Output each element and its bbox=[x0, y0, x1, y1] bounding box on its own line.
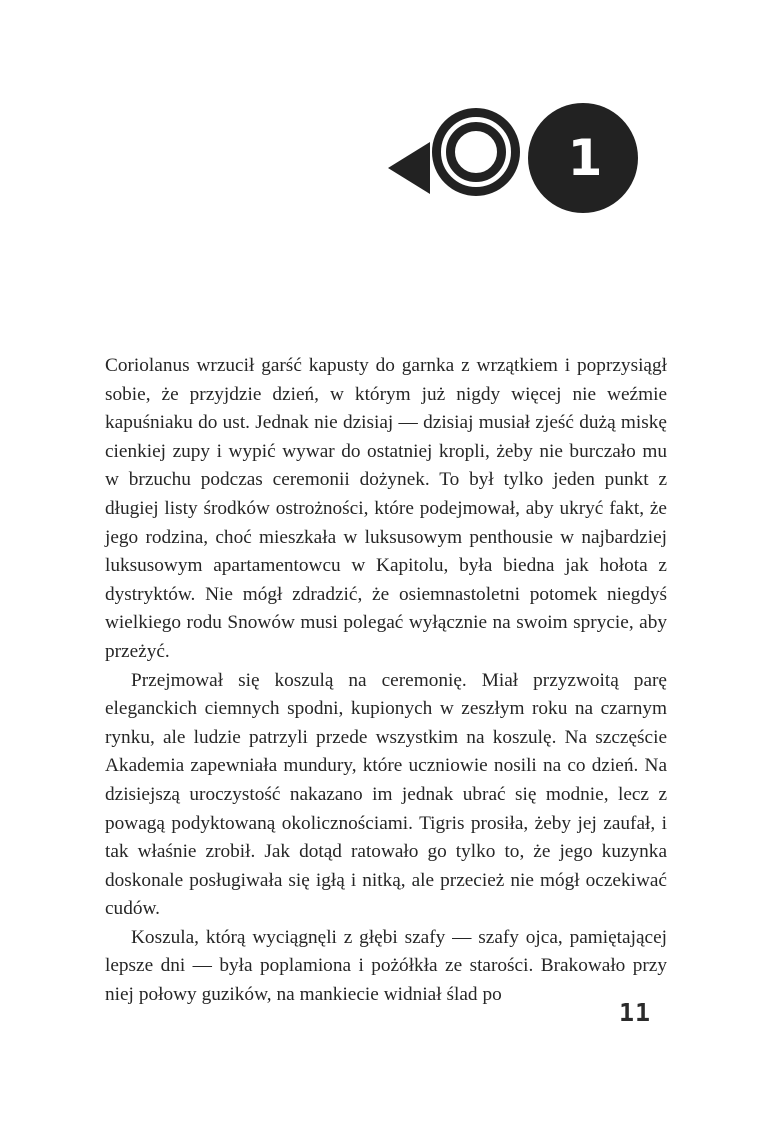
body-paragraph: Koszula, którą wyciągnęli z głębi szafy — szafy ojca, pamiętającej lepsze dni — była poplamiona i pożółkła ze starości. Brakowało przy niej połowy guzików, na mankiecie widniał ślad po bbox=[105, 926, 667, 1006]
chapter-ornament bbox=[380, 100, 660, 230]
concentric-ring-inner-icon bbox=[446, 122, 506, 182]
chapter-number: 1 bbox=[567, 129, 603, 187]
left-pointing-triangle-icon bbox=[388, 142, 430, 194]
body-paragraph: Przejmował się koszulą na ceremonię. Miał przyzwoitą parę eleganckich ciemnych spodni, kupionych w zeszłym roku na czarnym rynku, ale ludzie patrzyli przede wszystkim na koszulę. Na szczęście Akademia zapewniała mundury, które uczniowie nosili na co dzień. Na dzisiejszą uroczystość nakazano im jednak ubrać się modnie, lecz z powagą podyktowaną okolicznościami. Tigris prosiła, żeby jej zaufał, i tak właśnie zrobił. Jak dotąd ratowało go tylko to, że jego kuzynka doskonale posługiwała się igłą i nitką, ale przecież nie mógł oczekiwać cudów. bbox=[105, 669, 667, 920]
page-number: 11 bbox=[618, 998, 652, 1027]
body-text-block bbox=[105, 352, 667, 1010]
body-paragraph: Coriolanus wrzucił garść kapusty do garnka z wrzątkiem i poprzysiągł sobie, że przyjdzie dzień, w którym już nigdy więcej nie weźmie kapuśniaku do ust. Jednak nie dzisiaj — dzisiaj musiał zjeść dużą miskę cienkiej zupy i wypić wywar do ostatniej kropli, żeby nie burczało mu w brzuchu podczas ceremonii dożynek. To był tylko jeden punkt z długiej listy środków ostrożności, które podejmował, aby ukryć fakt, że jego rodzina, choć mieszkała w luksusowym penthousie w najbardziej luksusowym apartamentowcu w Kapitolu, była biedna jak hołota z dystryktów. Nie mógł zdradzić, że osiemnastoletni potomek niegdyś wielkiego rodu Snowów musi polegać wyłącznie na swoim sprycie, aby przeżyć. bbox=[105, 355, 667, 662]
